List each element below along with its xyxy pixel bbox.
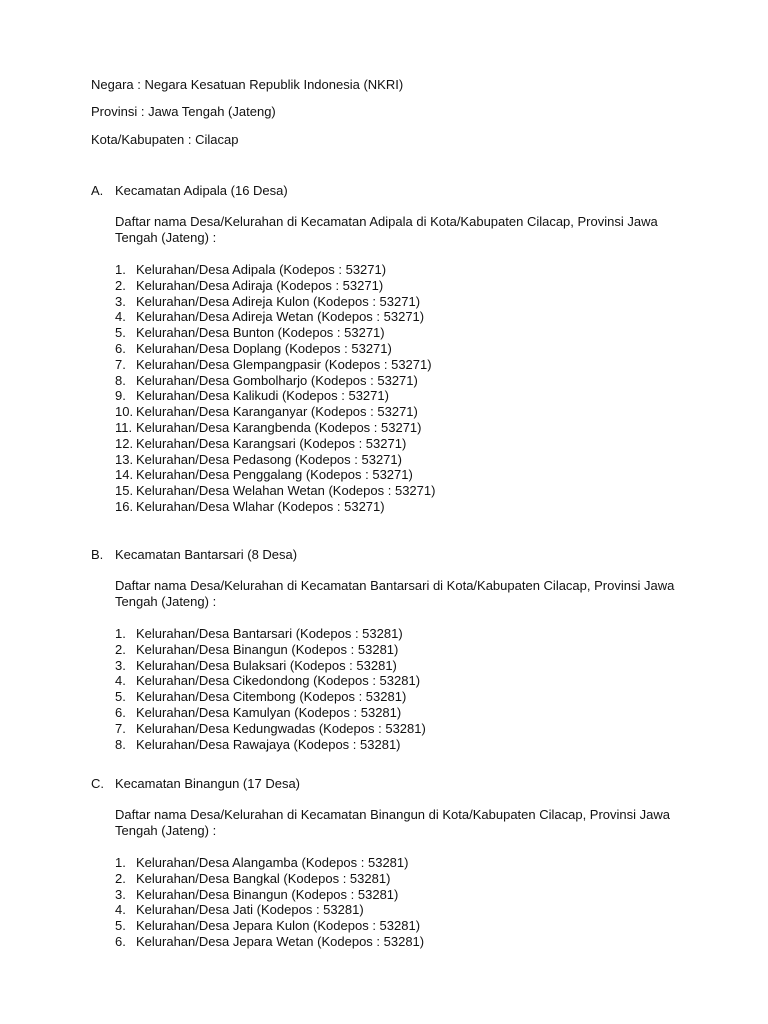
item-text: Kelurahan/Desa Adipala (Kodepos : 53271) [136, 262, 387, 277]
list-item [115, 887, 711, 903]
item-text: Kelurahan/Desa Doplang (Kodepos : 53271) [136, 340, 392, 356]
section-letter: C. [91, 776, 104, 791]
item-text: Kelurahan/Desa Binangun (Kodepos : 53281) [136, 886, 399, 902]
item-number: 1. [115, 626, 126, 641]
item-number: 12. [115, 435, 134, 451]
section-binangun [91, 776, 711, 950]
list-item [115, 705, 711, 721]
item-text: Kelurahan/Desa Bangkal (Kodepos : 53281) [136, 870, 391, 886]
item-text: Kelurahan/Desa Bunton (Kodepos : 53271) [136, 325, 385, 341]
section-intro: Daftar nama Desa/Kelurahan di Kecamatan Bantarsari di Kota/Kabupaten Cilacap, Provinsi Jawa Tengah (Jateng) : [115, 578, 675, 609]
section-title: Kecamatan Adipala (16 Desa) [115, 183, 288, 198]
list-item [115, 388, 711, 404]
section-bantarsari [91, 547, 711, 752]
village-list [115, 262, 711, 515]
list-item [115, 294, 711, 310]
list-item [115, 689, 711, 705]
negara-line: Negara : Negara Kesatuan Republik Indonesia (NKRI) [91, 77, 404, 92]
item-text: Kelurahan/Desa Alangamba (Kodepos : 53281) [136, 855, 409, 870]
list-item [115, 404, 711, 420]
list-item [115, 902, 711, 918]
item-text: Kelurahan/Desa Welahan Wetan (Kodepos : 53271) [136, 483, 436, 499]
item-number: 4. [115, 902, 126, 918]
provinsi-line: Provinsi : Jawa Tengah (Jateng) [91, 104, 276, 119]
item-number: 4. [115, 673, 126, 689]
item-number: 16. [115, 498, 134, 514]
item-text: Kelurahan/Desa Karangsari (Kodepos : 53271) [136, 435, 407, 451]
item-text: Kelurahan/Desa Citembong (Kodepos : 53281) [136, 689, 407, 705]
item-number: 1. [115, 262, 126, 277]
item-text: Kelurahan/Desa Jepara Wetan (Kodepos : 53281) [136, 933, 425, 949]
item-number: 15. [115, 483, 134, 499]
list-item [115, 483, 711, 499]
item-number: 1. [115, 855, 126, 870]
kota-line: Kota/Kabupaten : Cilacap [91, 132, 239, 147]
item-text: Kelurahan/Desa Adireja Wetan (Kodepos : 53271) [136, 309, 425, 325]
item-number: 5. [115, 325, 126, 341]
item-number: 3. [115, 886, 126, 902]
list-item [115, 309, 711, 325]
item-text: Kelurahan/Desa Karangbenda (Kodepos : 53271) [136, 419, 422, 435]
list-item [115, 420, 711, 436]
item-number: 3. [115, 657, 126, 673]
item-text: Kelurahan/Desa Adiraja (Kodepos : 53271) [136, 277, 384, 293]
section-letter: B. [91, 547, 104, 562]
item-text: Kelurahan/Desa Kamulyan (Kodepos : 53281) [136, 704, 402, 720]
item-text: Kelurahan/Desa Jati (Kodepos : 53281) [136, 902, 364, 918]
section-heading [91, 183, 711, 198]
item-number: 3. [115, 293, 126, 309]
item-text: Kelurahan/Desa Rawajaya (Kodepos : 53281) [136, 736, 401, 752]
list-item [115, 626, 711, 642]
item-text: Kelurahan/Desa Jepara Kulon (Kodepos : 53281) [136, 918, 421, 934]
list-item [115, 721, 711, 737]
item-text: Kelurahan/Desa Penggalang (Kodepos : 53271) [136, 467, 413, 483]
list-item [115, 262, 711, 278]
item-text: Kelurahan/Desa Kalikudi (Kodepos : 53271) [136, 388, 389, 404]
item-text: Kelurahan/Desa Pedasong (Kodepos : 53271) [136, 451, 402, 467]
item-number: 2. [115, 277, 126, 293]
item-number: 10. [115, 404, 134, 420]
item-number: 9. [115, 388, 126, 404]
item-text: Kelurahan/Desa Karanganyar (Kodepos : 53271) [136, 404, 418, 420]
item-number: 11. [115, 419, 133, 435]
list-item [115, 918, 711, 934]
section-intro: Daftar nama Desa/Kelurahan di Kecamatan Binangun di Kota/Kabupaten Cilacap, Provinsi Jawa Tengah (Jateng) : [115, 807, 671, 838]
list-item [115, 357, 711, 373]
item-number: 5. [115, 918, 126, 934]
list-item [115, 278, 711, 294]
list-item [115, 499, 711, 515]
section-letter: A. [91, 183, 104, 198]
item-number: 6. [115, 933, 126, 949]
list-item [115, 737, 711, 753]
list-item [115, 642, 711, 658]
item-text: Kelurahan/Desa Gombolharjo (Kodepos : 53271) [136, 372, 418, 388]
item-text: Kelurahan/Desa Adireja Kulon (Kodepos : 53271) [136, 293, 421, 309]
item-number: 7. [115, 720, 126, 736]
list-item [115, 855, 711, 871]
list-item [115, 341, 711, 357]
item-text: Kelurahan/Desa Kedungwadas (Kodepos : 53281) [136, 720, 426, 736]
section-intro: Daftar nama Desa/Kelurahan di Kecamatan Adipala di Kota/Kabupaten Cilacap, Provinsi Jawa Tengah (Jateng) : [115, 214, 658, 245]
list-item [115, 436, 711, 452]
section-heading [91, 776, 711, 791]
item-number: 14. [115, 467, 134, 483]
item-text: Kelurahan/Desa Cikedondong (Kodepos : 53281) [136, 673, 421, 689]
item-text: Kelurahan/Desa Bulaksari (Kodepos : 53281) [136, 657, 397, 673]
section-heading [91, 547, 711, 562]
item-number: 4. [115, 309, 126, 325]
item-text: Kelurahan/Desa Glempangpasir (Kodepos : 53271) [136, 356, 432, 372]
section-title: Kecamatan Binangun (17 Desa) [115, 776, 301, 791]
item-number: 2. [115, 870, 126, 886]
item-text: Kelurahan/Desa Wlahar (Kodepos : 53271) [136, 498, 385, 514]
list-item [115, 871, 711, 887]
item-number: 7. [115, 356, 126, 372]
list-item [115, 373, 711, 389]
list-item [115, 452, 711, 468]
item-text: Kelurahan/Desa Bantarsari (Kodepos : 53281) [136, 626, 403, 641]
list-item [115, 658, 711, 674]
item-number: 13. [115, 451, 134, 467]
item-number: 5. [115, 689, 126, 705]
item-number: 8. [115, 736, 126, 752]
section-adipala [91, 183, 711, 515]
item-text: Kelurahan/Desa Binangun (Kodepos : 53281) [136, 641, 399, 657]
item-number: 6. [115, 704, 126, 720]
village-list [115, 626, 711, 752]
item-number: 2. [115, 641, 126, 657]
village-list [115, 855, 711, 950]
item-number: 6. [115, 340, 126, 356]
list-item [115, 467, 711, 483]
list-item [115, 673, 711, 689]
list-item [115, 325, 711, 341]
list-item [115, 934, 711, 950]
section-title: Kecamatan Bantarsari (8 Desa) [115, 547, 298, 562]
item-number: 8. [115, 372, 126, 388]
